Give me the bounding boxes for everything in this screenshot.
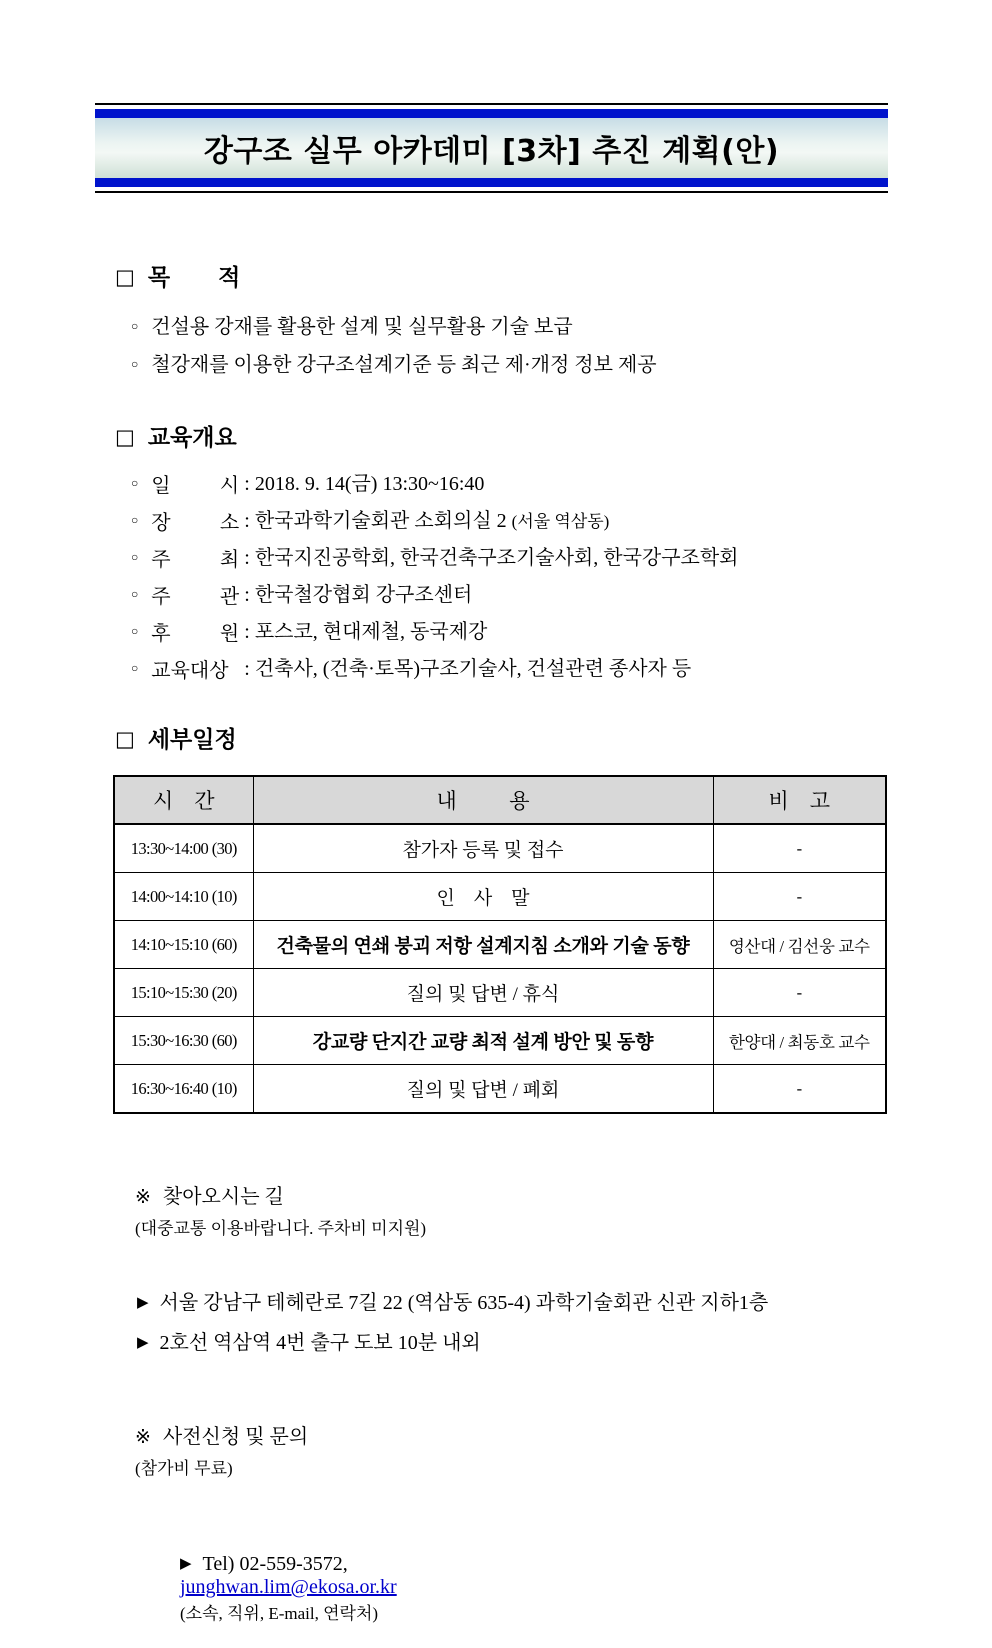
table-row (114, 824, 886, 873)
overview-item (131, 652, 992, 689)
overview-item-separator: : (239, 658, 255, 680)
circle-bullet-icon: ○ (131, 550, 139, 564)
schedule-cell-content: 강교량 단지간 교량 최적 설계 방안 및 동향 (253, 1017, 713, 1065)
directions-item-text: 2호선 역삼역 4번 출구 도보 10분 내외 (159, 1332, 481, 1354)
schedule-header-row (114, 776, 886, 824)
overview-item-separator: : (239, 473, 255, 495)
schedule-cell-time: 14:00~14:10 (10) (114, 873, 253, 921)
email-link[interactable]: junghwan.lim@ekosa.or.kr (180, 1576, 397, 1598)
triangle-bullet-icon: ▶ (137, 1335, 149, 1351)
section-purpose-title: 목 적 (147, 265, 241, 291)
page-title: 강구조 실무 아카데미 [3차] 추진 계획(안) (203, 134, 780, 169)
overview-item (131, 615, 992, 652)
directions-title: 찾아오시는 길 (162, 1186, 284, 1208)
triangle-bullet-icon: ▶ (137, 1295, 149, 1311)
title-banner (95, 103, 888, 193)
directions-list (137, 1284, 992, 1364)
schedule-cell-content: 질의 및 답변 / 폐회 (253, 1065, 713, 1114)
column-header-remark: 비 고 (713, 776, 886, 824)
overview-item-value: 한국철강협회 강구조센터 (254, 584, 473, 606)
registration-title-note: (참가비 무료) (135, 1459, 233, 1478)
table-row (114, 873, 886, 921)
registration-title: 사전신청 및 문의 (162, 1426, 309, 1448)
overview-item-label: 주 최 (151, 549, 240, 571)
schedule-cell-remark: - (713, 969, 886, 1017)
table-row (114, 1017, 886, 1065)
column-header-time: 시 간 (114, 776, 253, 824)
schedule-cell-time: 15:10~15:30 (20) (114, 969, 253, 1017)
overview-item-separator: : (239, 547, 255, 569)
directions-item (137, 1324, 992, 1364)
section-schedule-heading (115, 725, 992, 755)
schedule-cell-time: 14:10~15:10 (60) (114, 921, 253, 969)
directions-item-text: 서울 강남구 테헤란로 7길 22 (역삼동 635-4) 과학기술회관 신관 지하1층 (159, 1292, 769, 1314)
overview-item (131, 541, 992, 578)
directions-item (137, 1284, 992, 1324)
section-purpose-heading (115, 263, 992, 293)
schedule-cell-remark: - (713, 1065, 886, 1114)
overview-item-separator: : (239, 584, 255, 606)
overview-item-label: 교육대상 (151, 660, 229, 682)
purpose-item (131, 309, 992, 347)
circle-bullet-icon: ○ (131, 319, 139, 333)
purpose-item-text: 철강재를 이용한 강구조설계기준 등 최근 제·개정 정보 제공 (151, 354, 657, 376)
square-marker-icon: □ (115, 425, 135, 449)
purpose-list (131, 309, 992, 385)
overview-item (131, 504, 992, 541)
schedule-cell-content: 질의 및 답변 / 휴식 (253, 969, 713, 1017)
table-row (114, 1065, 886, 1114)
banner-bottom-rule (95, 191, 888, 193)
circle-bullet-icon: ○ (131, 476, 139, 490)
directions-heading (115, 1152, 992, 1274)
table-row (114, 921, 886, 969)
overview-item-value: 2018. 9. 14(금) 13:30~16:40 (254, 473, 485, 495)
purpose-item-text: 건설용 강재를 활용한 설계 및 실무활용 기술 보급 (151, 316, 573, 338)
overview-item-note: (서울 역삼동) (511, 512, 610, 531)
overview-item (131, 467, 992, 504)
overview-item-label: 장 소 (151, 512, 240, 534)
schedule-cell-remark: - (713, 824, 886, 873)
section-schedule-title: 세부일정 (147, 727, 237, 753)
section-overview-title: 교육개요 (147, 425, 237, 451)
schedule-cell-content: 건축물의 연쇄 붕괴 저항 설계지침 소개와 기술 동향 (253, 921, 713, 969)
document-page (0, 103, 992, 1623)
circle-bullet-icon: ○ (131, 624, 139, 638)
overview-item-label: 주 관 (151, 586, 240, 608)
section-overview-heading (115, 423, 992, 453)
schedule-cell-content: 참가자 등록 및 접수 (253, 824, 713, 873)
overview-item-value: 건축사, (건축·토목)구조기술사, 건설관련 종사자 등 (254, 658, 692, 680)
table-row (114, 969, 886, 1017)
overview-item-value: 포스코, 현대제철, 동국제강 (254, 621, 488, 643)
circle-bullet-icon: ○ (131, 661, 139, 675)
square-marker-icon: □ (115, 265, 135, 289)
banner-body (95, 109, 888, 187)
overview-item-value: 한국지진공학회, 한국건축구조기술사회, 한국강구조학회 (254, 547, 739, 569)
phone-number: Tel) 02-559-3572, (202, 1553, 348, 1575)
schedule-cell-time: 13:30~14:00 (30) (114, 824, 253, 873)
column-header-content: 내 용 (253, 776, 713, 824)
schedule-cell-remark: 영산대 / 김선웅 교수 (713, 921, 886, 969)
overview-item (131, 578, 992, 615)
overview-list (131, 467, 992, 689)
overview-item-separator: : (239, 621, 255, 643)
triangle-bullet-icon: ▶ (180, 1556, 192, 1572)
schedule-cell-time: 16:30~16:40 (10) (114, 1065, 253, 1114)
purpose-item (131, 347, 992, 385)
contact-line (160, 1530, 992, 1648)
schedule-cell-time: 15:30~16:30 (60) (114, 1017, 253, 1065)
overview-item-value: 한국과학기술회관 소회의실 2 (254, 510, 507, 532)
schedule-cell-remark: 한양대 / 최동호 교수 (713, 1017, 886, 1065)
schedule-cell-content: 인 사 말 (253, 873, 713, 921)
schedule-table (113, 775, 887, 1114)
schedule-cell-remark: - (713, 873, 886, 921)
circle-bullet-icon: ○ (131, 513, 139, 527)
circle-bullet-icon: ○ (131, 587, 139, 601)
reference-marker-icon: ※ (135, 1187, 151, 1208)
square-marker-icon: □ (115, 727, 135, 751)
directions-title-note: (대중교통 이용바랍니다. 주차비 미지원) (135, 1219, 427, 1238)
banner-top-rule (95, 103, 888, 105)
circle-bullet-icon: ○ (131, 357, 139, 371)
reference-marker-icon: ※ (135, 1427, 151, 1448)
registration-heading (115, 1392, 992, 1514)
contact-note: (소속, 직위, E-mail, 연락처) (180, 1604, 379, 1623)
overview-item-label: 후 원 (151, 623, 240, 645)
overview-item-separator: : (239, 510, 255, 532)
overview-item-label: 일 시 (151, 475, 240, 497)
